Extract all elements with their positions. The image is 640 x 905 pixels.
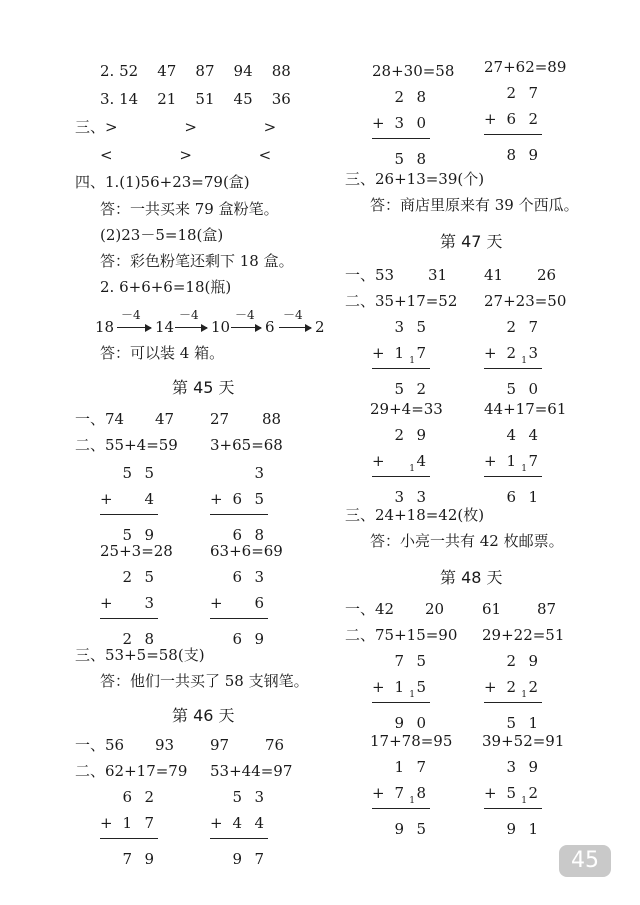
answer-value: 一、53 [345, 266, 395, 284]
digit: 6 [232, 568, 242, 586]
plus-sign: + [484, 110, 497, 128]
digit: 4 [528, 426, 538, 444]
carry-mark: 1 [521, 356, 527, 366]
sum-line [372, 368, 430, 369]
digit: 2 [506, 84, 516, 102]
answer-value: 47 [155, 410, 175, 428]
plus-sign: + [100, 490, 113, 508]
digit: 2 [528, 784, 538, 802]
digit: 9 [416, 426, 426, 444]
arrow-right-icon [279, 327, 311, 328]
digit: 2 [394, 88, 404, 106]
sum-line [484, 808, 542, 809]
digit: 5 [254, 490, 264, 508]
chain-step-label: －4 [179, 308, 199, 322]
carry-mark: 1 [521, 690, 527, 700]
digit: 1 [394, 344, 404, 362]
digit: 4 [232, 814, 242, 832]
digit: 0 [416, 714, 426, 732]
vertical-addition [484, 652, 542, 740]
digit: 6 [232, 630, 242, 648]
digit: 2 [122, 630, 132, 648]
answer-value: 88 [262, 410, 282, 428]
digit: 7 [528, 318, 538, 336]
digit: 7 [254, 850, 264, 868]
digit: 3 [254, 568, 264, 586]
digit: 1 [528, 714, 538, 732]
digit: 2 [506, 318, 516, 336]
answer-line: 3. 14 21 51 45 36 [100, 90, 291, 108]
answer-value: 76 [265, 736, 285, 754]
digit: 3 [394, 488, 404, 506]
answer-value: 一、74 [75, 410, 125, 428]
digit: 6 [254, 594, 264, 612]
sum-line [100, 514, 158, 515]
carry-mark: 1 [521, 464, 527, 474]
arrow-right-icon [117, 327, 151, 328]
digit: 2 [528, 110, 538, 128]
digit: 8 [144, 630, 154, 648]
digit: 9 [232, 850, 242, 868]
digit: 2 [416, 380, 426, 398]
section-title-day45: 第 45 天 [172, 378, 235, 397]
digit: 9 [144, 850, 154, 868]
digit: 5 [416, 820, 426, 838]
digit: 3 [254, 788, 264, 806]
section-title-day48: 第 48 天 [440, 568, 503, 587]
digit: 5 [416, 318, 426, 336]
plus-sign: + [372, 452, 385, 470]
chain-number: 2 [315, 318, 325, 336]
answer-line: (2)23－5=18(盒) [100, 226, 224, 244]
word-problem-equation: 三、53+5=58(支) [75, 646, 205, 664]
arrow-right-icon [175, 327, 207, 328]
digit: 6 [232, 490, 242, 508]
digit: 4 [506, 426, 516, 444]
digit: 9 [394, 714, 404, 732]
digit: 1 [506, 452, 516, 470]
digit: 9 [506, 820, 516, 838]
carry-mark: 1 [521, 796, 527, 806]
vertical-addition [372, 88, 430, 176]
digit: 2 [506, 678, 516, 696]
equation: 29+22=51 [482, 626, 565, 644]
answer-line: 答：彩色粉笔还剩下 18 盒。 [100, 252, 294, 270]
digit: 1 [394, 758, 404, 776]
sum-line [210, 514, 268, 515]
answer-line: < > < [100, 146, 272, 164]
digit: 5 [394, 150, 404, 168]
digit: 5 [232, 788, 242, 806]
plus-sign: + [484, 452, 497, 470]
vertical-addition [100, 464, 158, 552]
digit: 7 [528, 452, 538, 470]
vertical-addition [210, 464, 268, 552]
equation: 二、35+17=52 [345, 292, 458, 310]
sum-line [484, 134, 542, 135]
answer-line: 三、> > > [75, 118, 277, 136]
answer-value: 61 [482, 600, 502, 618]
sum-line [100, 838, 158, 839]
digit: 5 [122, 526, 132, 544]
answer-line: 答：一共买来 79 盒粉笔。 [100, 200, 279, 218]
vertical-addition [100, 568, 158, 656]
sum-line [372, 476, 430, 477]
digit: 2 [506, 652, 516, 670]
sum-line [372, 702, 430, 703]
digit: 7 [528, 84, 538, 102]
word-problem-answer: 答：他们一共买了 58 支钢笔。 [100, 672, 309, 690]
digit: 3 [254, 464, 264, 482]
digit: 1 [394, 678, 404, 696]
digit: 3 [506, 758, 516, 776]
digit: 2 [506, 344, 516, 362]
digit: 5 [506, 714, 516, 732]
vertical-addition [372, 758, 430, 846]
section-title-day46: 第 46 天 [172, 706, 235, 725]
digit: 2 [528, 678, 538, 696]
digit: 1 [122, 814, 132, 832]
digit: 2 [122, 568, 132, 586]
arrow-right-icon [231, 327, 261, 328]
digit: 7 [122, 850, 132, 868]
page-number-badge: 45 [559, 845, 611, 877]
digit: 3 [416, 488, 426, 506]
digit: 7 [416, 758, 426, 776]
digit: 0 [416, 114, 426, 132]
digit: 1 [528, 488, 538, 506]
digit: 8 [254, 526, 264, 544]
vertical-addition [372, 318, 430, 406]
digit: 8 [506, 146, 516, 164]
sum-line [100, 618, 158, 619]
equation: 44+17=61 [484, 400, 567, 418]
sum-line [484, 368, 542, 369]
digit: 6 [122, 788, 132, 806]
equation: 25+3=28 [100, 542, 173, 560]
digit: 5 [394, 380, 404, 398]
digit: 0 [528, 380, 538, 398]
carry-mark: 1 [409, 690, 415, 700]
chain-step-label: －4 [121, 308, 141, 322]
digit: 3 [144, 594, 154, 612]
answer-value: 41 [484, 266, 504, 284]
digit: 3 [394, 318, 404, 336]
vertical-addition [210, 788, 268, 876]
vertical-addition [372, 426, 430, 514]
digit: 9 [528, 652, 538, 670]
digit: 2 [144, 788, 154, 806]
digit: 6 [506, 488, 516, 506]
carry-mark: 1 [409, 796, 415, 806]
chain-number: 14 [155, 318, 175, 336]
vertical-addition [372, 652, 430, 740]
answer-value: 97 [210, 736, 230, 754]
digit: 8 [416, 88, 426, 106]
answer-line: 2. 6+6+6=18(瓶) [100, 278, 232, 296]
answer-line: 2. 52 47 87 94 88 [100, 62, 291, 80]
digit: 9 [144, 526, 154, 544]
digit: 4 [416, 452, 426, 470]
sum-line [484, 476, 542, 477]
plus-sign: + [372, 344, 385, 362]
digit: 5 [122, 464, 132, 482]
plus-sign: + [372, 114, 385, 132]
chain-number: 6 [265, 318, 275, 336]
word-problem-equation: 三、26+13=39(个) [345, 170, 485, 188]
digit: 5 [506, 784, 516, 802]
digit: 8 [416, 784, 426, 802]
answer-line: 四、1.(1)56+23=79(盒) [75, 173, 250, 191]
digit: 1 [528, 820, 538, 838]
answer-line: 答：可以装 4 箱。 [100, 344, 225, 362]
answer-value: 93 [155, 736, 175, 754]
answer-value: 26 [537, 266, 557, 284]
section-title-day47: 第 47 天 [440, 232, 503, 251]
subtraction-chain [95, 308, 335, 338]
digit: 9 [254, 630, 264, 648]
equation: 53+44=97 [210, 762, 293, 780]
sum-line [210, 838, 268, 839]
digit: 7 [394, 652, 404, 670]
plus-sign: + [100, 594, 113, 612]
plus-sign: + [484, 784, 497, 802]
equation: 二、62+17=79 [75, 762, 188, 780]
equation: 39+52=91 [482, 732, 565, 750]
sum-line [372, 138, 430, 139]
digit: 3 [528, 344, 538, 362]
plus-sign: + [210, 490, 223, 508]
word-problem-answer: 答：商店里原来有 39 个西瓜。 [370, 196, 579, 214]
plus-sign: + [372, 678, 385, 696]
equation: 29+4=33 [370, 400, 443, 418]
digit: 5 [416, 678, 426, 696]
plus-sign: + [100, 814, 113, 832]
equation: 27+23=50 [484, 292, 567, 310]
digit: 5 [144, 464, 154, 482]
vertical-addition [484, 84, 542, 172]
sum-line [484, 702, 542, 703]
vertical-addition [100, 788, 158, 876]
plus-sign: + [484, 344, 497, 362]
digit: 8 [416, 150, 426, 168]
digit: 9 [394, 820, 404, 838]
digit: 7 [394, 784, 404, 802]
digit: 6 [232, 526, 242, 544]
answer-value: 87 [537, 600, 557, 618]
answer-value: 一、42 [345, 600, 395, 618]
plus-sign: + [372, 784, 385, 802]
answer-value: 27 [210, 410, 230, 428]
digit: 2 [394, 426, 404, 444]
chain-step-label: －4 [235, 308, 255, 322]
sum-line [210, 618, 268, 619]
answer-value: 31 [428, 266, 448, 284]
digit: 6 [506, 110, 516, 128]
equation: 28+30=58 [372, 62, 455, 80]
digit: 7 [144, 814, 154, 832]
answer-value: 20 [425, 600, 445, 618]
digit: 3 [394, 114, 404, 132]
equation: 27+62=89 [484, 58, 567, 76]
chain-number: 18 [95, 318, 115, 336]
digit: 7 [416, 344, 426, 362]
answer-value: 一、56 [75, 736, 125, 754]
vertical-addition [210, 568, 268, 656]
digit: 5 [506, 380, 516, 398]
chain-step-label: －4 [283, 308, 303, 322]
digit: 9 [528, 146, 538, 164]
chain-number: 10 [211, 318, 231, 336]
equation: 3+65=68 [210, 436, 283, 454]
digit: 5 [144, 568, 154, 586]
plus-sign: + [484, 678, 497, 696]
equation: 二、75+15=90 [345, 626, 458, 644]
vertical-addition [484, 758, 542, 846]
vertical-addition [484, 426, 542, 514]
word-problem-answer: 答：小亮一共有 42 枚邮票。 [370, 532, 564, 550]
word-problem-equation: 三、24+18=42(枚) [345, 506, 485, 524]
digit: 9 [528, 758, 538, 776]
plus-sign: + [210, 594, 223, 612]
carry-mark: 1 [409, 356, 415, 366]
vertical-addition [484, 318, 542, 406]
digit: 4 [254, 814, 264, 832]
plus-sign: + [210, 814, 223, 832]
digit: 5 [416, 652, 426, 670]
equation: 二、55+4=59 [75, 436, 178, 454]
equation: 63+6=69 [210, 542, 283, 560]
sum-line [372, 808, 430, 809]
carry-mark: 1 [409, 464, 415, 474]
digit: 4 [144, 490, 154, 508]
equation: 17+78=95 [370, 732, 453, 750]
